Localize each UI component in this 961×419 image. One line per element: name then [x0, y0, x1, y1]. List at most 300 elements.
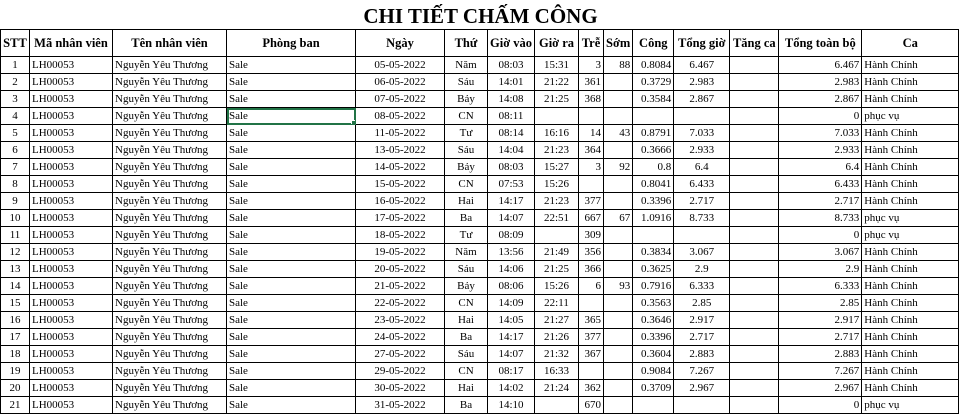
col-employee-name-cell[interactable]: Nguyễn Yêu Thương — [113, 57, 227, 74]
col-shift-cell[interactable]: Hành Chính — [862, 380, 959, 397]
col-weekday-cell[interactable]: Bảy — [445, 278, 488, 295]
col-shift-cell[interactable]: phục vụ — [862, 397, 959, 414]
col-late-cell[interactable]: 3 — [579, 57, 604, 74]
col-date-cell[interactable]: 17-05-2022 — [356, 210, 445, 227]
col-time-in-cell[interactable]: 14:07 — [488, 210, 535, 227]
col-shift-cell[interactable]: Hành Chính — [862, 363, 959, 380]
col-employee-name-cell[interactable]: Nguyễn Yêu Thương — [113, 380, 227, 397]
col-shift-cell[interactable]: phục vụ — [862, 227, 959, 244]
col-weekday-cell[interactable]: Ba — [445, 397, 488, 414]
col-workday-cell[interactable]: 0.3646 — [633, 312, 674, 329]
col-date-cell[interactable]: 29-05-2022 — [356, 363, 445, 380]
col-time-out-header[interactable]: Giờ ra — [535, 30, 579, 57]
col-time-in-cell[interactable]: 14:04 — [488, 142, 535, 159]
col-time-out-cell[interactable]: 22:11 — [535, 295, 579, 312]
col-late-cell[interactable] — [579, 363, 604, 380]
col-total-hours-cell[interactable]: 7.033 — [674, 125, 730, 142]
col-date-cell[interactable]: 14-05-2022 — [356, 159, 445, 176]
col-late-cell[interactable]: 362 — [579, 380, 604, 397]
col-department-cell[interactable]: Sale — [227, 346, 356, 363]
col-employee-name-cell[interactable]: Nguyễn Yêu Thương — [113, 74, 227, 91]
col-shift-header[interactable]: Ca — [862, 30, 959, 57]
col-date-cell[interactable]: 20-05-2022 — [356, 261, 445, 278]
col-employee-id-cell[interactable]: LH00053 — [30, 397, 113, 414]
col-time-out-cell[interactable]: 21:22 — [535, 74, 579, 91]
col-date-cell[interactable]: 24-05-2022 — [356, 329, 445, 346]
col-total-hours-cell[interactable]: 2.917 — [674, 312, 730, 329]
col-employee-name-cell[interactable]: Nguyễn Yêu Thương — [113, 397, 227, 414]
col-shift-cell[interactable]: Hành Chính — [862, 244, 959, 261]
col-time-out-cell[interactable]: 21:25 — [535, 261, 579, 278]
col-overtime-cell[interactable] — [730, 210, 779, 227]
col-department-cell[interactable]: Sale — [227, 210, 356, 227]
col-time-in-cell[interactable]: 08:14 — [488, 125, 535, 142]
col-overtime-cell[interactable] — [730, 244, 779, 261]
col-employee-name-cell[interactable]: Nguyễn Yêu Thương — [113, 312, 227, 329]
col-time-in-cell[interactable]: 14:17 — [488, 193, 535, 210]
col-early-cell[interactable] — [604, 295, 633, 312]
col-weekday-cell[interactable]: Tư — [445, 125, 488, 142]
col-late-cell[interactable] — [579, 295, 604, 312]
col-department-cell[interactable]: Sale — [227, 278, 356, 295]
col-late-cell[interactable]: 364 — [579, 142, 604, 159]
col-late-header[interactable]: Trễ — [579, 30, 604, 57]
col-overtime-cell[interactable] — [730, 278, 779, 295]
col-department-cell[interactable]: Sale — [227, 74, 356, 91]
col-weekday-cell[interactable]: Tư — [445, 227, 488, 244]
col-employee-name-cell[interactable]: Nguyễn Yêu Thương — [113, 159, 227, 176]
col-department-cell[interactable]: Sale — [227, 380, 356, 397]
col-employee-name-cell[interactable]: Nguyễn Yêu Thương — [113, 210, 227, 227]
col-employee-name-cell[interactable]: Nguyễn Yêu Thương — [113, 295, 227, 312]
col-department-cell[interactable]: Sale — [227, 57, 356, 74]
col-weekday-cell[interactable]: Sáu — [445, 346, 488, 363]
col-shift-cell[interactable]: Hành Chính — [862, 346, 959, 363]
col-department-cell[interactable]: Sale — [227, 142, 356, 159]
col-total-hours-cell[interactable]: 7.267 — [674, 363, 730, 380]
col-date-cell[interactable]: 05-05-2022 — [356, 57, 445, 74]
col-stt-cell[interactable]: 2 — [1, 74, 30, 91]
col-weekday-cell[interactable]: CN — [445, 176, 488, 193]
col-shift-cell[interactable]: Hành Chính — [862, 142, 959, 159]
col-time-out-cell[interactable]: 15:26 — [535, 176, 579, 193]
col-grand-total-cell[interactable]: 2.917 — [779, 312, 862, 329]
col-shift-cell[interactable]: Hành Chính — [862, 193, 959, 210]
col-workday-cell[interactable]: 0.3563 — [633, 295, 674, 312]
col-workday-cell[interactable]: 0.8041 — [633, 176, 674, 193]
col-employee-id-cell[interactable]: LH00053 — [30, 142, 113, 159]
col-time-out-cell[interactable] — [535, 227, 579, 244]
col-department-cell[interactable]: Sale — [227, 329, 356, 346]
col-weekday-cell[interactable]: CN — [445, 108, 488, 125]
col-overtime-cell[interactable] — [730, 74, 779, 91]
col-early-header[interactable]: Sớm — [604, 30, 633, 57]
col-time-in-cell[interactable]: 14:02 — [488, 380, 535, 397]
col-employee-id-cell[interactable]: LH00053 — [30, 108, 113, 125]
col-shift-cell[interactable]: Hành Chính — [862, 312, 959, 329]
col-date-cell[interactable]: 06-05-2022 — [356, 74, 445, 91]
col-late-cell[interactable]: 6 — [579, 278, 604, 295]
col-overtime-header[interactable]: Tăng ca — [730, 30, 779, 57]
col-employee-id-cell[interactable]: LH00053 — [30, 380, 113, 397]
col-weekday-cell[interactable]: Hai — [445, 193, 488, 210]
col-overtime-cell[interactable] — [730, 57, 779, 74]
col-workday-cell[interactable]: 0.8 — [633, 159, 674, 176]
col-total-hours-cell[interactable]: 2.933 — [674, 142, 730, 159]
col-department-cell[interactable]: Sale — [227, 227, 356, 244]
col-date-cell[interactable]: 13-05-2022 — [356, 142, 445, 159]
col-total-hours-cell[interactable]: 2.883 — [674, 346, 730, 363]
col-late-cell[interactable]: 14 — [579, 125, 604, 142]
col-time-in-cell[interactable]: 08:09 — [488, 227, 535, 244]
col-overtime-cell[interactable] — [730, 159, 779, 176]
col-stt-cell[interactable]: 4 — [1, 108, 30, 125]
col-grand-total-cell[interactable]: 2.717 — [779, 193, 862, 210]
col-employee-id-cell[interactable]: LH00053 — [30, 210, 113, 227]
col-early-cell[interactable] — [604, 176, 633, 193]
col-workday-cell[interactable]: 0.3584 — [633, 91, 674, 108]
col-early-cell[interactable]: 92 — [604, 159, 633, 176]
col-grand-total-cell[interactable]: 2.717 — [779, 329, 862, 346]
col-workday-cell[interactable]: 0.9084 — [633, 363, 674, 380]
col-stt-cell[interactable]: 8 — [1, 176, 30, 193]
col-weekday-cell[interactable]: Bảy — [445, 159, 488, 176]
col-time-in-cell[interactable]: 14:08 — [488, 91, 535, 108]
col-weekday-cell[interactable]: Năm — [445, 57, 488, 74]
col-time-in-cell[interactable]: 14:09 — [488, 295, 535, 312]
col-overtime-cell[interactable] — [730, 176, 779, 193]
col-department-cell[interactable]: Sale — [227, 159, 356, 176]
col-time-out-cell[interactable]: 21:23 — [535, 193, 579, 210]
col-date-cell[interactable]: 16-05-2022 — [356, 193, 445, 210]
col-employee-name-cell[interactable]: Nguyễn Yêu Thương — [113, 176, 227, 193]
col-grand-total-cell[interactable]: 2.867 — [779, 91, 862, 108]
col-stt-cell[interactable]: 19 — [1, 363, 30, 380]
col-late-cell[interactable]: 3 — [579, 159, 604, 176]
col-total-hours-cell[interactable]: 6.333 — [674, 278, 730, 295]
col-late-cell[interactable] — [579, 176, 604, 193]
col-time-in-cell[interactable]: 14:07 — [488, 346, 535, 363]
col-early-cell[interactable] — [604, 380, 633, 397]
col-time-out-cell[interactable]: 15:27 — [535, 159, 579, 176]
col-employee-id-cell[interactable]: LH00053 — [30, 57, 113, 74]
col-workday-cell[interactable] — [633, 227, 674, 244]
col-stt-cell[interactable]: 5 — [1, 125, 30, 142]
col-grand-total-cell[interactable]: 6.433 — [779, 176, 862, 193]
col-employee-id-cell[interactable]: LH00053 — [30, 278, 113, 295]
col-workday-cell[interactable]: 0.8084 — [633, 57, 674, 74]
col-employee-id-cell[interactable]: LH00053 — [30, 193, 113, 210]
col-time-out-cell[interactable]: 16:33 — [535, 363, 579, 380]
col-shift-cell[interactable]: Hành Chính — [862, 261, 959, 278]
col-early-cell[interactable]: 43 — [604, 125, 633, 142]
col-overtime-cell[interactable] — [730, 261, 779, 278]
col-weekday-cell[interactable]: Hai — [445, 380, 488, 397]
col-total-hours-cell[interactable] — [674, 108, 730, 125]
col-shift-cell[interactable]: Hành Chính — [862, 329, 959, 346]
col-weekday-cell[interactable]: Sáu — [445, 142, 488, 159]
col-employee-id-header[interactable]: Mã nhân viên — [30, 30, 113, 57]
col-department-cell[interactable]: Sale — [227, 397, 356, 414]
col-late-cell[interactable]: 366 — [579, 261, 604, 278]
col-overtime-cell[interactable] — [730, 397, 779, 414]
col-time-in-cell[interactable]: 14:01 — [488, 74, 535, 91]
col-grand-total-cell[interactable]: 0 — [779, 108, 862, 125]
col-time-out-cell[interactable] — [535, 397, 579, 414]
col-grand-total-cell[interactable]: 6.4 — [779, 159, 862, 176]
col-stt-cell[interactable]: 12 — [1, 244, 30, 261]
col-time-out-cell[interactable]: 22:51 — [535, 210, 579, 227]
col-total-hours-cell[interactable]: 2.717 — [674, 193, 730, 210]
col-time-out-cell[interactable]: 21:49 — [535, 244, 579, 261]
col-stt-cell[interactable]: 1 — [1, 57, 30, 74]
col-early-cell[interactable] — [604, 312, 633, 329]
col-stt-cell[interactable]: 9 — [1, 193, 30, 210]
col-late-cell[interactable]: 377 — [579, 193, 604, 210]
col-date-cell[interactable]: 18-05-2022 — [356, 227, 445, 244]
col-overtime-cell[interactable] — [730, 295, 779, 312]
col-department-cell[interactable]: Sale — [227, 125, 356, 142]
col-early-cell[interactable] — [604, 244, 633, 261]
col-overtime-cell[interactable] — [730, 227, 779, 244]
col-workday-cell[interactable]: 0.3709 — [633, 380, 674, 397]
col-early-cell[interactable] — [604, 142, 633, 159]
col-total-hours-cell[interactable]: 3.067 — [674, 244, 730, 261]
col-early-cell[interactable]: 88 — [604, 57, 633, 74]
col-time-in-cell[interactable]: 14:10 — [488, 397, 535, 414]
col-stt-cell[interactable]: 17 — [1, 329, 30, 346]
col-employee-name-cell[interactable]: Nguyễn Yêu Thương — [113, 346, 227, 363]
col-department-cell[interactable]: Sale — [227, 312, 356, 329]
col-time-out-cell[interactable] — [535, 108, 579, 125]
col-employee-id-cell[interactable]: LH00053 — [30, 74, 113, 91]
col-time-in-cell[interactable]: 14:17 — [488, 329, 535, 346]
col-total-hours-cell[interactable]: 2.717 — [674, 329, 730, 346]
col-stt-cell[interactable]: 13 — [1, 261, 30, 278]
col-grand-total-header[interactable]: Tổng toàn bộ — [779, 30, 862, 57]
col-grand-total-cell[interactable]: 2.883 — [779, 346, 862, 363]
col-early-cell[interactable] — [604, 329, 633, 346]
col-weekday-cell[interactable]: Ba — [445, 210, 488, 227]
col-employee-id-cell[interactable]: LH00053 — [30, 346, 113, 363]
col-workday-header[interactable]: Công — [633, 30, 674, 57]
col-grand-total-cell[interactable]: 7.033 — [779, 125, 862, 142]
col-employee-id-cell[interactable]: LH00053 — [30, 329, 113, 346]
col-weekday-cell[interactable]: Hai — [445, 312, 488, 329]
col-shift-cell[interactable]: Hành Chính — [862, 91, 959, 108]
col-employee-name-cell[interactable]: Nguyễn Yêu Thương — [113, 261, 227, 278]
col-workday-cell[interactable]: 1.0916 — [633, 210, 674, 227]
col-workday-cell[interactable]: 0.3729 — [633, 74, 674, 91]
col-late-cell[interactable]: 361 — [579, 74, 604, 91]
col-workday-cell[interactable]: 0.8791 — [633, 125, 674, 142]
col-workday-cell[interactable]: 0.3396 — [633, 193, 674, 210]
col-early-cell[interactable] — [604, 91, 633, 108]
col-workday-cell[interactable]: 0.3604 — [633, 346, 674, 363]
col-date-cell[interactable]: 21-05-2022 — [356, 278, 445, 295]
col-shift-cell[interactable]: Hành Chính — [862, 125, 959, 142]
col-late-cell[interactable]: 309 — [579, 227, 604, 244]
col-late-cell[interactable]: 367 — [579, 346, 604, 363]
col-workday-cell[interactable] — [633, 397, 674, 414]
col-shift-cell[interactable]: phục vụ — [862, 210, 959, 227]
col-stt-cell[interactable]: 21 — [1, 397, 30, 414]
col-employee-name-cell[interactable]: Nguyễn Yêu Thương — [113, 91, 227, 108]
col-employee-name-cell[interactable]: Nguyễn Yêu Thương — [113, 329, 227, 346]
col-department-cell[interactable]: Sale — [227, 363, 356, 380]
col-weekday-cell[interactable]: CN — [445, 295, 488, 312]
col-early-cell[interactable] — [604, 346, 633, 363]
col-employee-name-header[interactable]: Tên nhân viên — [113, 30, 227, 57]
col-date-cell[interactable]: 22-05-2022 — [356, 295, 445, 312]
col-date-cell[interactable]: 27-05-2022 — [356, 346, 445, 363]
col-shift-cell[interactable]: phục vụ — [862, 108, 959, 125]
col-early-cell[interactable]: 67 — [604, 210, 633, 227]
col-workday-cell[interactable]: 0.3396 — [633, 329, 674, 346]
col-time-out-cell[interactable]: 21:26 — [535, 329, 579, 346]
col-late-cell[interactable]: 667 — [579, 210, 604, 227]
col-early-cell[interactable] — [604, 397, 633, 414]
col-employee-id-cell[interactable]: LH00053 — [30, 363, 113, 380]
col-total-hours-cell[interactable]: 2.85 — [674, 295, 730, 312]
col-weekday-cell[interactable]: Năm — [445, 244, 488, 261]
col-department-cell[interactable]: Sale — [227, 193, 356, 210]
col-total-hours-cell[interactable]: 6.4 — [674, 159, 730, 176]
col-shift-cell[interactable]: Hành Chính — [862, 159, 959, 176]
col-employee-id-cell[interactable]: LH00053 — [30, 295, 113, 312]
col-date-cell[interactable]: 15-05-2022 — [356, 176, 445, 193]
col-late-cell[interactable]: 377 — [579, 329, 604, 346]
col-early-cell[interactable] — [604, 74, 633, 91]
col-weekday-cell[interactable]: Sáu — [445, 74, 488, 91]
col-shift-cell[interactable]: Hành Chính — [862, 176, 959, 193]
col-total-hours-cell[interactable]: 6.433 — [674, 176, 730, 193]
col-time-out-cell[interactable]: 21:24 — [535, 380, 579, 397]
col-early-cell[interactable]: 93 — [604, 278, 633, 295]
col-stt-cell[interactable]: 11 — [1, 227, 30, 244]
col-employee-id-cell[interactable]: LH00053 — [30, 227, 113, 244]
col-date-header[interactable]: Ngày — [356, 30, 445, 57]
col-overtime-cell[interactable] — [730, 125, 779, 142]
col-workday-cell[interactable] — [633, 108, 674, 125]
col-employee-name-cell[interactable]: Nguyễn Yêu Thương — [113, 363, 227, 380]
col-early-cell[interactable] — [604, 261, 633, 278]
col-employee-name-cell[interactable]: Nguyễn Yêu Thương — [113, 227, 227, 244]
col-overtime-cell[interactable] — [730, 312, 779, 329]
col-total-hours-cell[interactable]: 2.9 — [674, 261, 730, 278]
col-stt-cell[interactable]: 20 — [1, 380, 30, 397]
col-date-cell[interactable]: 19-05-2022 — [356, 244, 445, 261]
col-grand-total-cell[interactable]: 8.733 — [779, 210, 862, 227]
col-stt-header[interactable]: STT — [1, 30, 30, 57]
col-time-in-cell[interactable]: 08:03 — [488, 57, 535, 74]
col-date-cell[interactable]: 30-05-2022 — [356, 380, 445, 397]
col-employee-id-cell[interactable]: LH00053 — [30, 159, 113, 176]
fill-handle[interactable] — [351, 120, 356, 125]
col-department-cell[interactable]: Sale — [227, 295, 356, 312]
col-total-hours-cell[interactable]: 2.983 — [674, 74, 730, 91]
col-overtime-cell[interactable] — [730, 363, 779, 380]
col-workday-cell[interactable]: 0.3625 — [633, 261, 674, 278]
col-late-cell[interactable] — [579, 108, 604, 125]
col-workday-cell[interactable]: 0.7916 — [633, 278, 674, 295]
col-total-hours-cell[interactable]: 2.967 — [674, 380, 730, 397]
col-employee-name-cell[interactable]: Nguyễn Yêu Thương — [113, 193, 227, 210]
col-time-out-cell[interactable]: 16:16 — [535, 125, 579, 142]
col-date-cell[interactable]: 07-05-2022 — [356, 91, 445, 108]
col-grand-total-cell[interactable]: 2.933 — [779, 142, 862, 159]
col-stt-cell[interactable]: 18 — [1, 346, 30, 363]
col-date-cell[interactable]: 23-05-2022 — [356, 312, 445, 329]
col-overtime-cell[interactable] — [730, 108, 779, 125]
col-grand-total-cell[interactable]: 2.9 — [779, 261, 862, 278]
col-shift-cell[interactable]: Hành Chính — [862, 57, 959, 74]
col-workday-cell[interactable]: 0.3666 — [633, 142, 674, 159]
col-department-header[interactable]: Phòng ban — [227, 30, 356, 57]
col-shift-cell[interactable]: Hành Chính — [862, 295, 959, 312]
col-workday-cell[interactable]: 0.3834 — [633, 244, 674, 261]
col-time-out-cell[interactable]: 15:26 — [535, 278, 579, 295]
col-overtime-cell[interactable] — [730, 329, 779, 346]
col-employee-id-cell[interactable]: LH00053 — [30, 261, 113, 278]
col-employee-id-cell[interactable]: LH00053 — [30, 176, 113, 193]
col-time-in-cell[interactable]: 14:05 — [488, 312, 535, 329]
col-time-out-cell[interactable]: 21:27 — [535, 312, 579, 329]
col-time-in-cell[interactable]: 08:17 — [488, 363, 535, 380]
col-total-hours-cell[interactable] — [674, 227, 730, 244]
col-employee-id-cell[interactable]: LH00053 — [30, 244, 113, 261]
col-overtime-cell[interactable] — [730, 346, 779, 363]
col-overtime-cell[interactable] — [730, 91, 779, 108]
col-weekday-header[interactable]: Thứ — [445, 30, 488, 57]
col-total-hours-cell[interactable]: 6.467 — [674, 57, 730, 74]
col-time-in-cell[interactable]: 13:56 — [488, 244, 535, 261]
col-time-out-cell[interactable]: 21:25 — [535, 91, 579, 108]
col-time-out-cell[interactable]: 21:32 — [535, 346, 579, 363]
col-overtime-cell[interactable] — [730, 142, 779, 159]
col-department-cell[interactable]: Sale — [227, 91, 356, 108]
col-late-cell[interactable]: 365 — [579, 312, 604, 329]
col-grand-total-cell[interactable]: 0 — [779, 397, 862, 414]
col-grand-total-cell[interactable]: 2.967 — [779, 380, 862, 397]
col-late-cell[interactable]: 356 — [579, 244, 604, 261]
col-weekday-cell[interactable]: Sáu — [445, 261, 488, 278]
col-early-cell[interactable] — [604, 193, 633, 210]
col-shift-cell[interactable]: Hành Chính — [862, 278, 959, 295]
col-date-cell[interactable]: 31-05-2022 — [356, 397, 445, 414]
col-department-cell[interactable]: Sale — [227, 244, 356, 261]
col-total-hours-cell[interactable]: 2.867 — [674, 91, 730, 108]
col-time-in-cell[interactable]: 08:03 — [488, 159, 535, 176]
col-weekday-cell[interactable]: Bảy — [445, 91, 488, 108]
col-grand-total-cell[interactable]: 3.067 — [779, 244, 862, 261]
col-employee-id-cell[interactable]: LH00053 — [30, 312, 113, 329]
col-total-hours-cell[interactable]: 8.733 — [674, 210, 730, 227]
col-employee-name-cell[interactable]: Nguyễn Yêu Thương — [113, 108, 227, 125]
col-employee-id-cell[interactable]: LH00053 — [30, 125, 113, 142]
col-employee-name-cell[interactable]: Nguyễn Yêu Thương — [113, 125, 227, 142]
col-weekday-cell[interactable]: Ba — [445, 329, 488, 346]
col-stt-cell[interactable]: 14 — [1, 278, 30, 295]
col-department-cell[interactable]: Sale — [227, 176, 356, 193]
col-total-hours-header[interactable]: Tổng giờ — [674, 30, 730, 57]
col-department-cell[interactable]: Sale — [227, 261, 356, 278]
col-early-cell[interactable] — [604, 108, 633, 125]
col-grand-total-cell[interactable]: 7.267 — [779, 363, 862, 380]
col-employee-name-cell[interactable]: Nguyễn Yêu Thương — [113, 244, 227, 261]
col-employee-name-cell[interactable]: Nguyễn Yêu Thương — [113, 278, 227, 295]
col-overtime-cell[interactable] — [730, 193, 779, 210]
